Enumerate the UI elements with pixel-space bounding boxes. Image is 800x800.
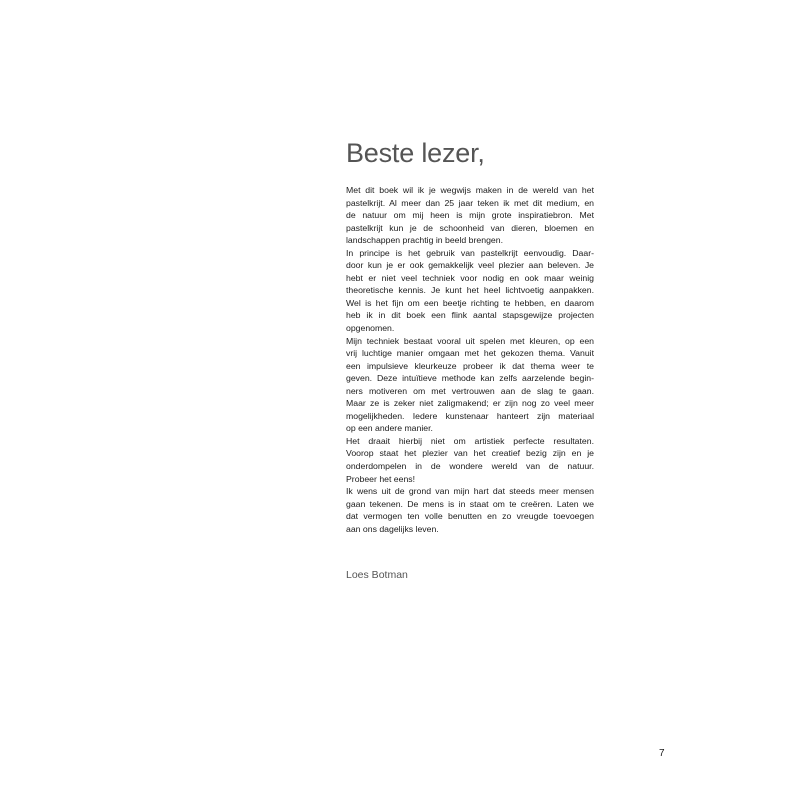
body-text-line: Mijn techniek bestaat vooral uit spelen met kleuren, op een [346, 335, 594, 346]
body-text-line: mogelijkheden. Iedere kunstenaar hanteert zijn materiaal [346, 410, 594, 421]
body-text-line: theoretische kennis. Je kunt het heel lichtvoetig aanpakken. [346, 285, 594, 296]
body-text [346, 184, 594, 535]
body-text-line: pastelkrijt. Al meer dan 25 jaar teken ik met dit medium, en [346, 197, 594, 208]
body-text-line: dat vermogen ten volle benutten en zo vreugde toevoegen [346, 511, 594, 522]
body-text-line: Voorop staat het plezier van het creatief bezig zijn en je [346, 448, 594, 459]
body-text-line: pastelkrijt kun je de schoonheid van dieren, bloemen en [346, 222, 594, 233]
body-text-line: een impulsieve kleurkeuze probeer ik dat thema weer te [346, 360, 594, 371]
body-text-line: Met dit boek wil ik je wegwijs maken in de wereld van het [346, 185, 594, 195]
page-heading: Beste lezer, [346, 138, 485, 168]
body-text-line: onderdompelen in de wondere wereld van de natuur. [346, 461, 594, 472]
body-text-line: Het draait hierbij niet om artistiek perfecte resultaten. [346, 435, 594, 446]
body-text-line: de natuur om mij heen is mijn grote inspiratiebron. Met [346, 210, 594, 221]
body-text-line: vrij luchtige manier omgaan met het gekozen thema. Vanuit [346, 348, 594, 359]
body-text-line: door kun je er ook gemakkelijk veel plezier aan beleven. Je [346, 260, 594, 271]
body-text-line: Probeer het eens! [346, 473, 416, 484]
body-text-line: hebt er niet veel techniek voor nodig en ook maar weinig [346, 272, 594, 283]
body-text-line: ners motiveren om met vertrouwen aan de slag te gaan. [346, 385, 594, 396]
body-text-line: aan ons dagelijks leven. [346, 523, 439, 534]
body-text-line: Ik wens uit de grond van mijn hart dat steeds meer mensen [346, 486, 594, 497]
author-signature: Loes Botman [346, 569, 408, 581]
body-text-line: geven. Deze intuïtieve methode kan zelfs aarzelende begin- [346, 373, 594, 384]
body-text-line: op een andere manier. [346, 423, 433, 434]
body-text-line: heb ik in dit boek een flink aantal stapsgewijze projecten [346, 310, 594, 321]
body-text-line: Wel is het fijn om een beetje richting te hebben, en daarom [346, 297, 594, 308]
body-text-line: In principe is het gebruik van pastelkrijt eenvoudig. Daar- [346, 247, 594, 258]
page-number: 7 [659, 748, 665, 759]
body-text-line: Maar ze is zeker niet zaligmakend; er zijn nog zo veel meer [346, 398, 594, 409]
body-text-line: gaan tekenen. De mens is in staat om te creëren. Laten we [346, 498, 594, 509]
body-text-line: landschappen prachtig in beeld brengen. [346, 235, 503, 246]
body-text-line: opgenomen. [346, 323, 395, 334]
